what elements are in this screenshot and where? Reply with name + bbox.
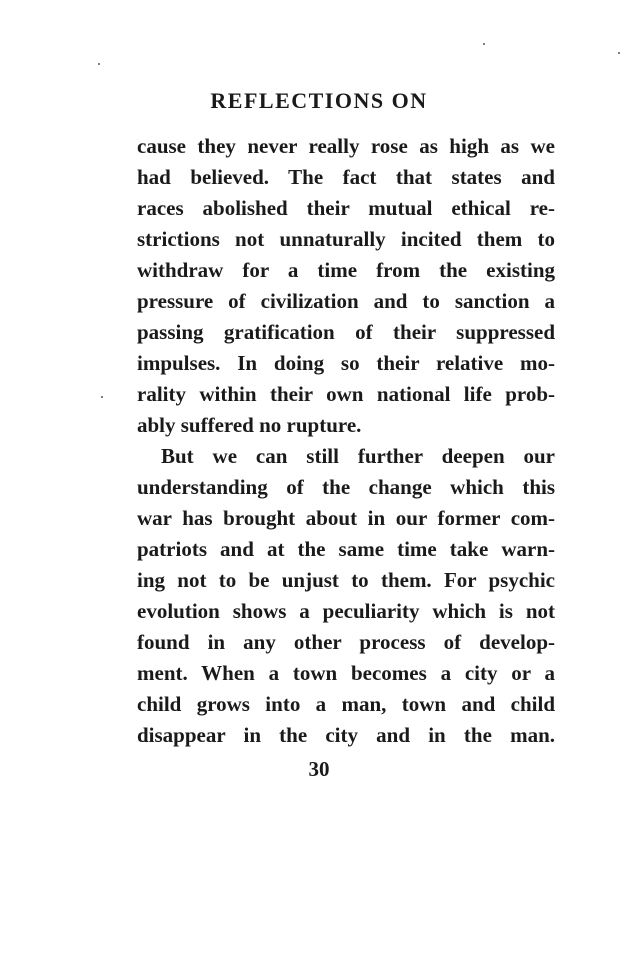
text-line: passing gratification of their suppressed xyxy=(137,320,555,344)
ink-speck xyxy=(618,52,620,54)
text-line: races abolished their mutual ethical re- xyxy=(137,196,555,220)
text-line: patriots and at the same time take warn- xyxy=(137,537,555,561)
ink-speck xyxy=(483,43,485,45)
running-head: REFLECTIONS ON xyxy=(210,88,428,113)
paragraph-2 xyxy=(137,441,555,751)
page-number: 30 xyxy=(308,757,330,781)
text-line: cause they never really rose as high as we xyxy=(137,134,555,158)
text-line: But we can still further deepen our xyxy=(161,444,555,468)
text-line: war has brought about in our former com- xyxy=(137,506,555,530)
text-line: strictions not unnaturally incited them to xyxy=(137,227,555,251)
text-line: pressure of civilization and to sanction a xyxy=(137,289,555,313)
text-line: ment. When a town becomes a city or a xyxy=(137,661,555,685)
body-text xyxy=(137,131,555,751)
text-line: withdraw for a time from the existing xyxy=(137,258,555,282)
text-line: ably suffered no rupture. xyxy=(137,413,362,437)
text-line: ing not to be unjust to them. For psychic xyxy=(137,568,555,592)
text-line: rality within their own national life prob- xyxy=(137,382,555,406)
text-line: child grows into a man, town and child xyxy=(137,692,555,716)
text-line: found in any other process of develop- xyxy=(137,630,555,654)
ink-speck xyxy=(101,396,103,398)
text-line: disappear in the city and in the man. xyxy=(137,723,555,747)
ink-speck xyxy=(98,63,100,65)
paragraph-1 xyxy=(137,131,555,441)
text-line: evolution shows a peculiarity which is not xyxy=(137,599,555,623)
text-line: had believed. The fact that states and xyxy=(137,165,555,189)
text-line: understanding of the change which this xyxy=(137,475,555,499)
text-line: impulses. In doing so their relative mo- xyxy=(137,351,555,375)
